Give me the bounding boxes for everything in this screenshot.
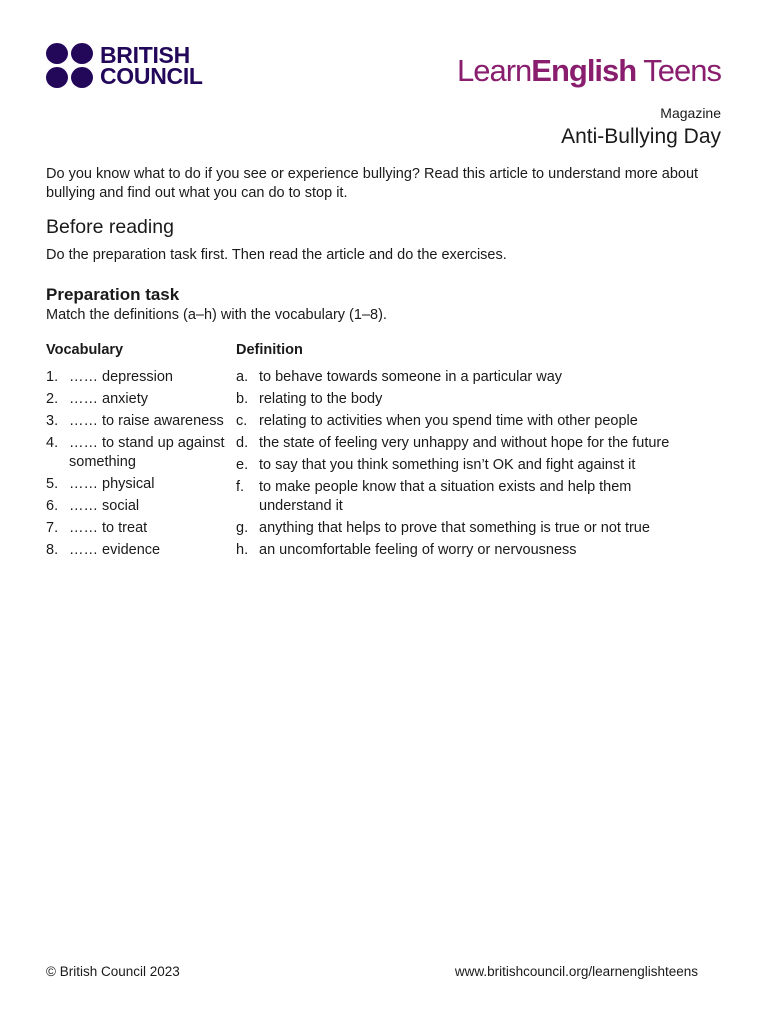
definition-letter: h. [236, 541, 249, 558]
let-logo-teens: Teens [636, 53, 721, 88]
definition-letter: g. [236, 519, 249, 536]
definition-column [236, 342, 706, 563]
vocab-item [46, 519, 236, 538]
definition-text: anything that helps to prove that something is true or not true [259, 519, 650, 536]
vocab-number: 3. [46, 413, 59, 429]
vocab-text: …… evidence [69, 541, 161, 558]
preparation-task-heading: Preparation task [46, 285, 180, 304]
vocab-number: 4. [46, 435, 59, 451]
vocab-item [46, 434, 236, 471]
vocabulary-column [46, 342, 236, 563]
matching-exercise [46, 342, 726, 563]
vocab-text: …… to raise awareness [69, 413, 224, 429]
intro-paragraph: Do you know what to do if you see or experience bullying? Read this article to understand more about bullying and find out what you can do to stop it. [46, 166, 699, 201]
british-council-logo [46, 43, 203, 88]
bc-logo-line1: BRITISH [100, 41, 190, 68]
definition-item [236, 541, 706, 560]
category-label: Magazine [660, 105, 721, 121]
vocab-number: 1. [46, 369, 59, 385]
definition-letter: b. [236, 391, 249, 407]
vocab-number: 7. [46, 519, 59, 536]
definition-header: Definition [236, 342, 303, 358]
definition-text: to behave towards someone in a particular way [259, 369, 563, 385]
page-title: Anti-Bullying Day [561, 125, 721, 148]
definition-text: the state of feeling very unhappy and without hope for the future [259, 435, 670, 451]
definition-letter: d. [236, 435, 249, 451]
vocab-text: …… to treat [69, 519, 148, 536]
learnenglish-teens-logo [457, 53, 721, 89]
definition-text: relating to the body [259, 391, 383, 407]
vocab-item [46, 412, 236, 431]
definition-text: relating to activities when you spend time with other people [259, 413, 638, 429]
definition-item [236, 478, 706, 515]
before-reading-heading: Before reading [46, 216, 174, 238]
main-content [46, 165, 726, 563]
before-reading-text: Do the preparation task first. Then read the article and do the exercises. [46, 247, 507, 263]
definition-text: an uncomfortable feeling of worry or nervousness [259, 541, 577, 558]
preparation-task-instructions: Match the definitions (a–h) with the vocabulary (1–8). [46, 307, 387, 323]
definition-item [236, 368, 706, 387]
footer-copyright: © British Council 2023 [46, 964, 180, 979]
vocab-item [46, 368, 236, 387]
vocab-item [46, 497, 236, 516]
definition-item [236, 519, 706, 538]
definition-text: to make people know that a situation exists and help them understand it [259, 479, 632, 514]
vocabulary-header: Vocabulary [46, 342, 124, 358]
vocab-item [46, 541, 236, 560]
footer-url: www.britishcouncil.org/learnenglishteens [454, 964, 698, 979]
definition-text: to say that you think something isn’t OK and fight against it [259, 457, 636, 473]
definition-letter: c. [236, 413, 248, 429]
definition-letter: a. [236, 369, 249, 385]
vocab-number: 8. [46, 541, 59, 558]
let-logo-learn: Learn [456, 53, 532, 88]
definition-item [236, 456, 706, 475]
vocab-text: …… social [69, 497, 140, 514]
definition-letter: e. [236, 457, 249, 473]
vocab-number: 5. [46, 475, 59, 492]
british-council-dots-icon [46, 43, 94, 88]
definition-letter: f. [236, 479, 245, 495]
british-council-wordmark [100, 41, 203, 89]
definition-item [236, 434, 706, 453]
vocab-text: …… depression [69, 369, 173, 385]
vocab-number: 6. [46, 497, 59, 514]
vocab-text: …… to stand up against something [69, 435, 225, 470]
vocab-text: …… anxiety [69, 391, 148, 407]
vocab-text: …… physical [69, 475, 155, 492]
vocab-item [46, 390, 236, 409]
vocab-number: 2. [46, 391, 59, 407]
vocab-item [46, 475, 236, 494]
definition-item [236, 390, 706, 409]
let-logo-english: English [531, 53, 637, 88]
definition-item [236, 412, 706, 431]
bc-logo-line2: COUNCIL [100, 62, 203, 89]
